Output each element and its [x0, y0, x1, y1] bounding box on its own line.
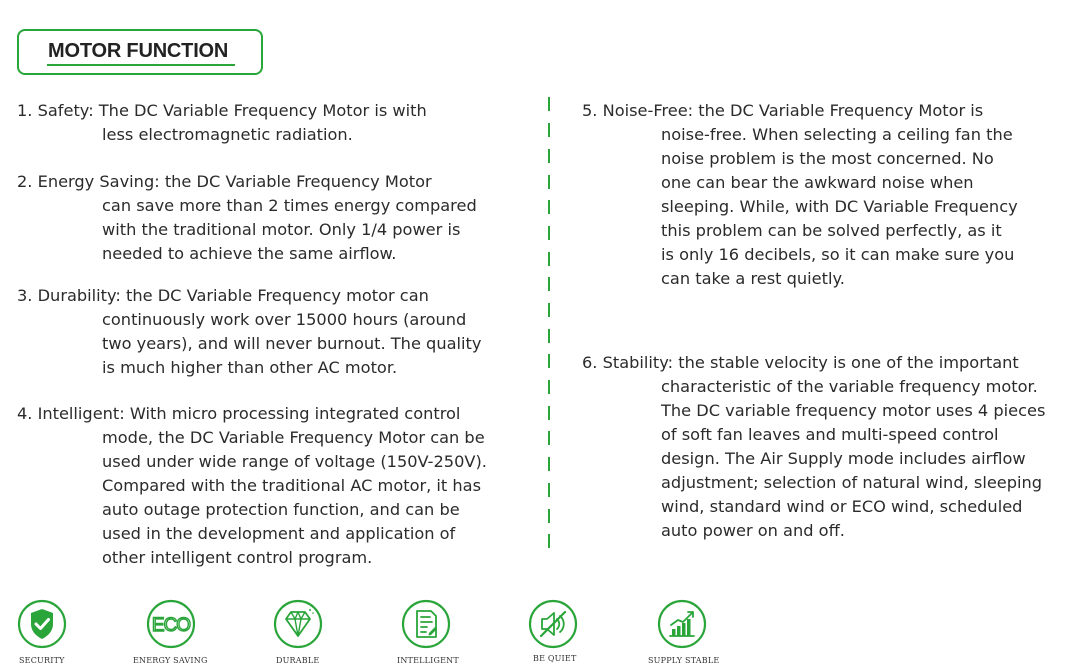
- eco-icon: [145, 598, 197, 650]
- feature-line: adjustment; selection of natural wind, sleeping: [661, 473, 1043, 492]
- divider-dash: [548, 97, 550, 111]
- feature-line: with the traditional motor. Only 1/4 power is: [102, 220, 461, 239]
- icon-label-be-quiet: BE QUIET: [533, 654, 577, 663]
- icon-label-intelligent: INTELLIGENT: [397, 656, 459, 665]
- feature-line: mode, the DC Variable Frequency Motor can be: [102, 428, 485, 447]
- feature-line: used under wide range of voltage (150V-250V).: [102, 452, 487, 471]
- title-box: [17, 29, 263, 75]
- divider-dash: [548, 149, 550, 163]
- feature-line: two years), and will never burnout. The quality: [102, 334, 482, 353]
- feature-line: noise problem is the most concerned. No: [661, 149, 994, 168]
- feature-line: can take a rest quietly.: [661, 269, 845, 288]
- feature-line: needed to achieve the same airflow.: [102, 244, 397, 263]
- feature-line: 4. Intelligent: With micro processing integrated control: [17, 404, 461, 423]
- feature-intelligent: [17, 402, 487, 570]
- mute-speaker-icon: [527, 598, 579, 650]
- divider-dash: [548, 123, 550, 137]
- feature-line: design. The Air Supply mode includes airflow: [661, 449, 1026, 468]
- feature-line: auto outage protection function, and can be: [102, 500, 460, 519]
- divider-dash: [548, 200, 550, 214]
- svg-text:ECO: ECO: [151, 615, 191, 636]
- feature-noise-free: [582, 99, 1018, 291]
- divider-dash: [548, 431, 550, 445]
- divider-dash: [548, 509, 550, 523]
- feature-line: other intelligent control program.: [102, 548, 373, 567]
- feature-energy-saving: [17, 170, 477, 266]
- icon-label-energy-saving: ENERGY SAVING: [133, 656, 208, 665]
- feature-line: of soft fan leaves and multi-speed control: [661, 425, 999, 444]
- divider-dash: [548, 252, 550, 266]
- divider-dash: [548, 277, 550, 291]
- icon-label-security: SECURITY: [19, 656, 65, 665]
- divider-dash: [548, 483, 550, 497]
- divider-dash: [548, 406, 550, 420]
- feature-line: sleeping. While, with DC Variable Frequency: [661, 197, 1018, 216]
- divider-dash: [548, 354, 550, 368]
- feature-line: this problem can be solved perfectly, as it: [661, 221, 1002, 240]
- divider-dash: [548, 175, 550, 189]
- divider-dash: [548, 457, 550, 471]
- divider-dash: [548, 380, 550, 394]
- feature-safety: [17, 99, 427, 147]
- feature-line: characteristic of the variable frequency motor.: [661, 377, 1038, 396]
- feature-line: can save more than 2 times energy compared: [102, 196, 477, 215]
- icon-label-durable: DURABLE: [276, 656, 320, 665]
- feature-line: used in the development and application of: [102, 524, 456, 543]
- feature-line: continuously work over 15000 hours (around: [102, 310, 467, 329]
- feature-line: one can bear the awkward noise when: [661, 173, 974, 192]
- feature-line: 5. Noise-Free: the DC Variable Frequency Motor is: [582, 101, 984, 120]
- feature-line: 1. Safety: The DC Variable Frequency Motor is with: [17, 101, 427, 120]
- diamond-icon: [272, 598, 324, 650]
- feature-line: less electromagnetic radiation.: [102, 125, 353, 144]
- shield-check-icon: [16, 598, 68, 650]
- divider-dash: [548, 329, 550, 343]
- document-icon: [400, 598, 452, 650]
- bar-chart-icon: [656, 598, 708, 650]
- feature-line: 6. Stability: the stable velocity is one of the important: [582, 353, 1019, 372]
- page-title: MOTOR FUNCTION: [48, 40, 229, 62]
- feature-line: wind, standard wind or ECO wind, scheduled: [661, 497, 1023, 516]
- feature-line: Compared with the traditional AC motor, it has: [102, 476, 482, 495]
- feature-line: is much higher than other AC motor.: [102, 358, 398, 377]
- feature-line: The DC variable frequency motor uses 4 pieces: [661, 401, 1046, 420]
- feature-stability: [582, 351, 1045, 543]
- feature-durability: [17, 284, 481, 380]
- divider-dash: [548, 303, 550, 317]
- feature-line: 3. Durability: the DC Variable Frequency motor can: [17, 286, 429, 305]
- feature-line: auto power on and off.: [661, 521, 845, 540]
- title-underline: [47, 64, 235, 66]
- divider-dash: [548, 534, 550, 548]
- divider-dash: [548, 226, 550, 240]
- icon-label-supply-stable: SUPPLY STABLE: [648, 656, 720, 665]
- feature-line: noise-free. When selecting a ceiling fan the: [661, 125, 1013, 144]
- feature-line: 2. Energy Saving: the DC Variable Frequency Motor: [17, 172, 432, 191]
- feature-line: is only 16 decibels, so it can make sure you: [661, 245, 1015, 264]
